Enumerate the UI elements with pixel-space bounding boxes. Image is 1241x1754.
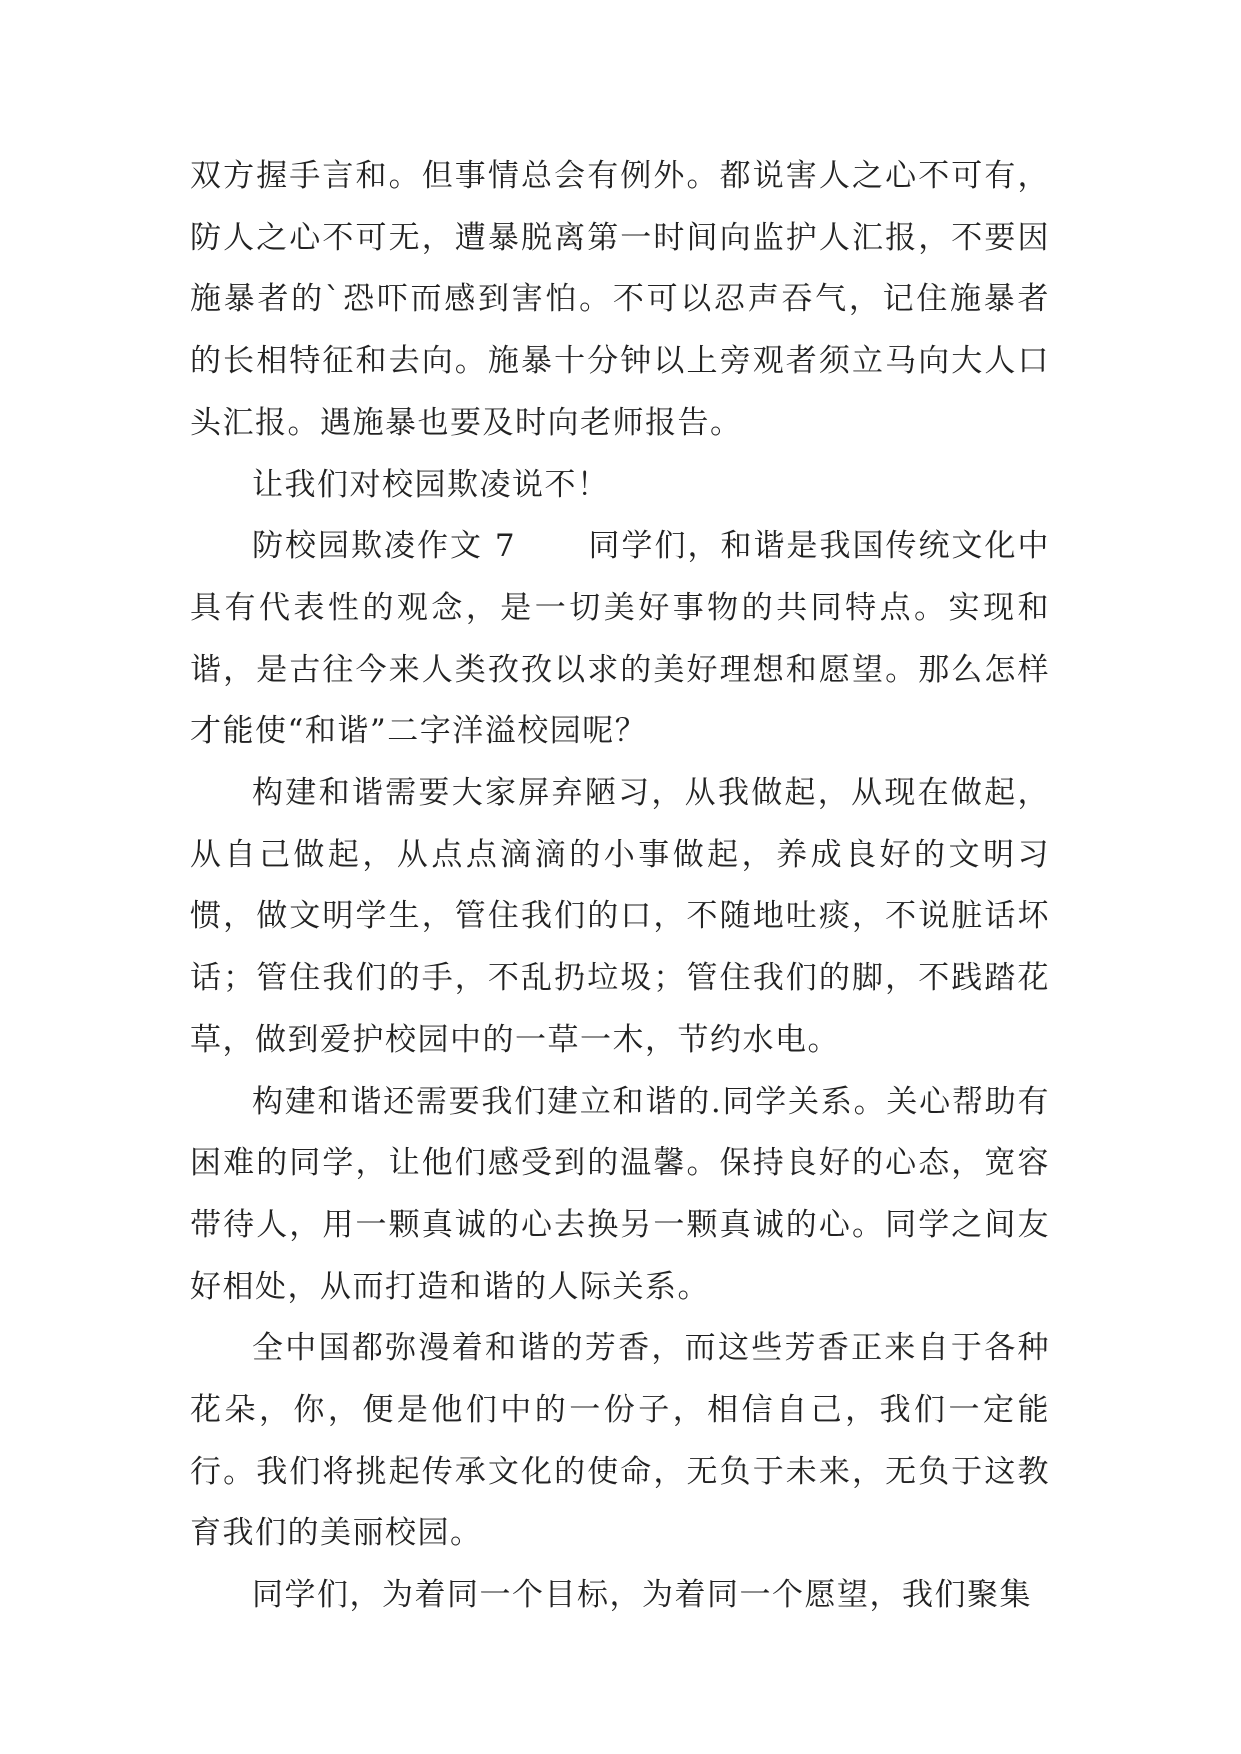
paragraph-3-text: 同学们，和谐是我国传统文化中具有代表性的观念，是一切美好事物的共同特点。实现和谐，是古往今来人类孜孜以求的美好理想和愿望。那么怎样才能使“和谐”二字洋溢校园呢？ <box>190 528 1051 750</box>
paragraph-6: 全中国都弥漫着和谐的芳香，而这些芳香正来自于各种花朵，你，便是他们中的一份子，相信自己，我们一定能行。我们将挑起传承文化的使命，无负于未来，无负于这教育我们的美丽校园。 <box>190 1330 1050 1552</box>
paragraph-5: 构建和谐还需要我们建立和谐的.同学关系。关心帮助有困难的同学，让他们感受到的温馨。保持良好的心态，宽容带待人，用一颗真诚的心去换另一颗真诚的心。同学之间友好相处，从而打造和谐的人际关系。 <box>190 1083 1050 1305</box>
paragraph-2: 让我们对校园欺凌说不！ <box>252 466 610 503</box>
essay-heading: 防校园欺凌作文 7 <box>252 528 517 565</box>
paragraph-1: 双方握手言和。但事情总会有例外。都说害人之心不可有，防人之心不可无，遭暴脱离第一时间向监护人汇报，不要因施暴者的`恐吓而感到害怕。不可以忍声吞气，记住施暴者的长相特征和去向。施暴十分钟以上旁观者须立马向大人口头汇报。遇施暴也要及时向老师报告。 <box>190 158 1050 441</box>
paragraph-4: 构建和谐需要大家屏弃陋习，从我做起，从现在做起，从自己做起，从点点滴滴的小事做起，养成良好的文明习惯，做文明学生，管住我们的口，不随地吐痰，不说脏话坏话；管住我们的手，不乱扔垃圾；管住我们的脚，不践踏花草，做到爱护校园中的一草一木，节约水电。 <box>190 775 1050 1058</box>
document-body <box>190 146 1050 1627</box>
paragraph-3 <box>190 516 1050 763</box>
paragraph-7: 同学们，为着同一个目标，为着同一个愿望，我们聚集 <box>252 1577 1032 1614</box>
